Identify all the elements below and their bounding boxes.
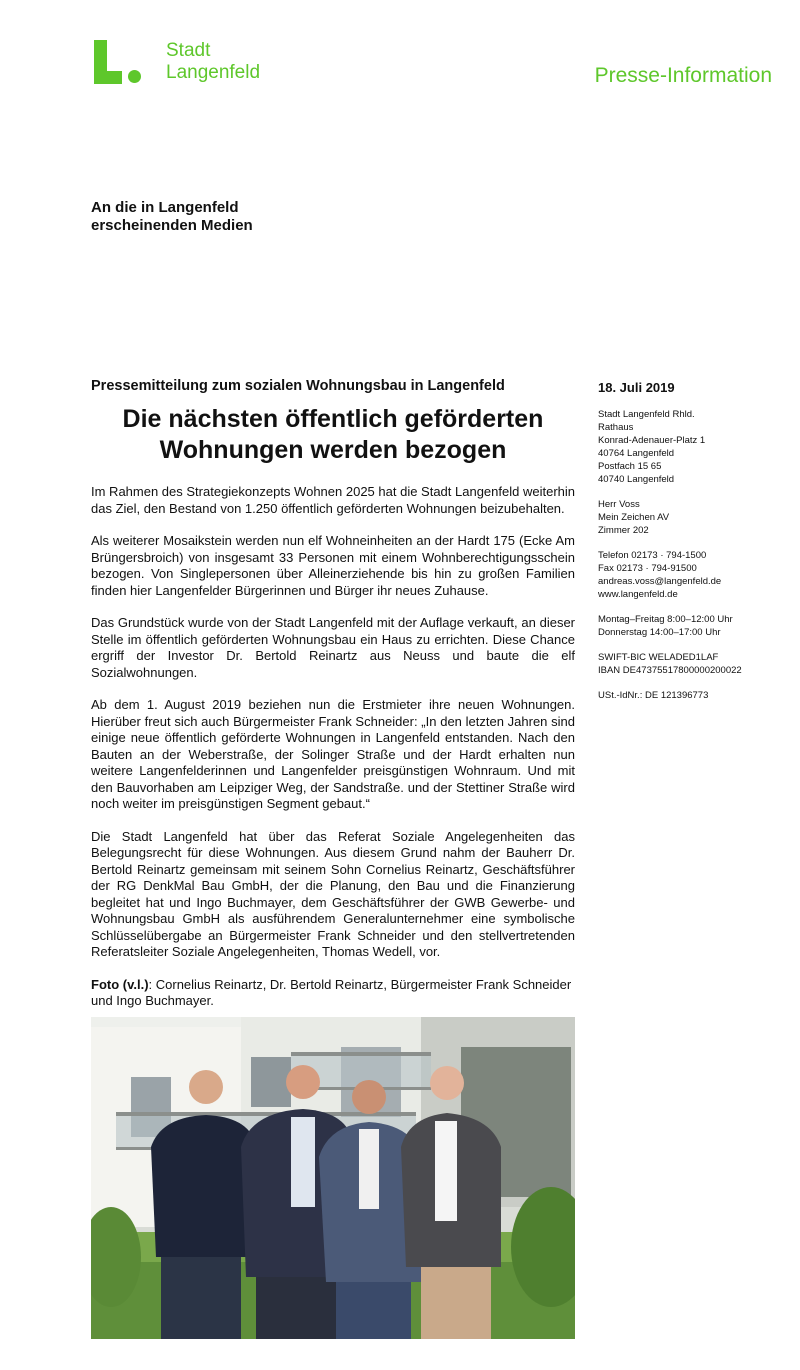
hours-line: Donnerstag 14:00–17:00 Uhr bbox=[598, 627, 721, 638]
website-link[interactable]: www.langenfeld.de bbox=[598, 589, 678, 600]
address-line: Rathaus bbox=[598, 422, 634, 433]
paragraph-3: Das Grundstück wurde von der Stadt Langenfeld mit der Auflage verkauft, an dieser Stelle im öffentlich geförderten Wohnungsbau ein Haus zu errichten. Diese Chance ergriff der Investor Dr. Bertold Reinartz aus Neuss und baute die elf Sozialwohnungen. bbox=[91, 615, 575, 680]
phone-block bbox=[598, 549, 788, 601]
address-block bbox=[598, 408, 788, 486]
email-link[interactable]: andreas.voss@langenfeld.de bbox=[598, 576, 722, 587]
sidebar bbox=[598, 381, 788, 714]
tax-block bbox=[598, 689, 788, 702]
bank-line: SWIFT-BIC WELADED1LAF bbox=[598, 652, 719, 663]
photo-caption bbox=[91, 977, 575, 1010]
phone-line: Telefon 02173 · 794-1500 bbox=[598, 550, 707, 561]
presse-information-label: Presse-Information bbox=[594, 64, 772, 87]
logo-line-2: Langenfeld bbox=[166, 62, 261, 83]
contact-line: Herr Voss bbox=[598, 499, 640, 510]
bank-line: IBAN DE47375517800000200022 bbox=[598, 665, 742, 676]
press-photo-illustration bbox=[91, 1017, 575, 1339]
title-line-1: Die nächsten öffentlich geförderten bbox=[122, 405, 544, 433]
article-title bbox=[91, 404, 575, 466]
contact-line: Zimmer 202 bbox=[598, 525, 649, 536]
tax-line: USt.-IdNr.: DE 121396773 bbox=[598, 690, 709, 701]
address-line: 40740 Langenfeld bbox=[598, 474, 675, 485]
press-photo bbox=[91, 1017, 575, 1339]
address-line: Postfach 15 65 bbox=[598, 461, 662, 472]
paragraph-2: Als weiterer Mosaikstein werden nun elf Wohneinheiten an der Hardt 175 (Ecke Am Brüngersbroich) von insgesamt 33 Personen mit einem Wohnberechtigungsschein bezogen. Von Singlepersonen über Alleinerziehende bis hin zu großen Familien finden hier Langenfelder Bürgerinnen und Bürger ihr neues Zuhause. bbox=[91, 533, 575, 598]
paragraph-5: Die Stadt Langenfeld hat über das Referat Soziale Angelegenheiten das Belegungsrecht für diese Wohnungen. Aus diesem Grund nahm der Bauherr Dr. Bertold Reinartz gemeinsam mit seinem Sohn Cornelius Reinartz, Geschäftsführer der RG DenkMal Bau GmbH, der die Planung, den Bau und die Finanzierung begleitet hat und Ingo Buchmayer, dem Geschäftsführer der GWB Gewerbe- und Wohnungsbau GmbH als ausführendem Generalunternehmer eine symbolische Schlüsselübergabe an Bürgermeister Frank Schneider und den stellvertretenden Referatsleiter Soziale Angelegenheiten, Thomas Wedell, vor. bbox=[91, 828, 575, 959]
paragraph-4: Ab dem 1. August 2019 beziehen nun die Erstmieter ihre neuen Wohnungen. Hierüber freut sich auch Bürgermeister Frank Schneider: „In den letzten Jahren sind einige neue öffentlich geförderte Wohnungen in Langenfeld entstanden. Nach den Bauten an der Weberstraße, der Solinger Straße und der Hardt erhalten nun weitere Langenfelderinnen und Langenfelder preisgünstigen Wohnraum. Und mit den Bauvorhaben am Leipziger Weg, der Sandstraße. und der Stettiner Straße wird noch weiter im preisgünstigen Segment gebaut.“ bbox=[91, 697, 575, 811]
recipients-block bbox=[91, 199, 253, 235]
fax-line: Fax 02173 · 794-91500 bbox=[598, 563, 697, 574]
address-line: Stadt Langenfeld Rhld. bbox=[598, 409, 695, 420]
recipients-line-1: An die in Langenfeld bbox=[91, 199, 239, 216]
hours-line: Montag–Freitag 8:00–12:00 Uhr bbox=[598, 614, 733, 625]
release-date: 18. Juli 2019 bbox=[598, 380, 675, 395]
hours-block bbox=[598, 613, 788, 639]
city-logo-mark bbox=[94, 40, 146, 84]
contact-line: Mein Zeichen AV bbox=[598, 512, 670, 523]
address-line: Konrad-Adenauer-Platz 1 bbox=[598, 435, 706, 446]
address-line: 40764 Langenfeld bbox=[598, 448, 675, 459]
photo-caption-label: Foto (v.l.) bbox=[91, 976, 149, 992]
recipients-line-2: erscheinenden Medien bbox=[91, 217, 253, 234]
photo-caption-text: : Cornelius Reinartz, Dr. Bertold Reinartz, Bürgermeister Frank Schneider und Ingo Buchmayer. bbox=[91, 976, 572, 1008]
logo-line-1: Stadt bbox=[166, 40, 211, 61]
paragraph-1: Im Rahmen des Strategiekonzepts Wohnen 2025 hat die Stadt Langenfeld weiterhin das Ziel, den Bestand von 1.250 öffentlich geförderten Wohnungen beizubehalten. bbox=[91, 484, 575, 516]
article-column bbox=[91, 378, 575, 1010]
title-line-2: Wohnungen werden bezogen bbox=[159, 436, 507, 464]
bank-block bbox=[598, 651, 788, 677]
contact-block bbox=[598, 498, 788, 537]
article-subheading: Pressemitteilung zum sozialen Wohnungsbau in Langenfeld bbox=[91, 378, 505, 394]
city-logo-text bbox=[166, 40, 260, 84]
